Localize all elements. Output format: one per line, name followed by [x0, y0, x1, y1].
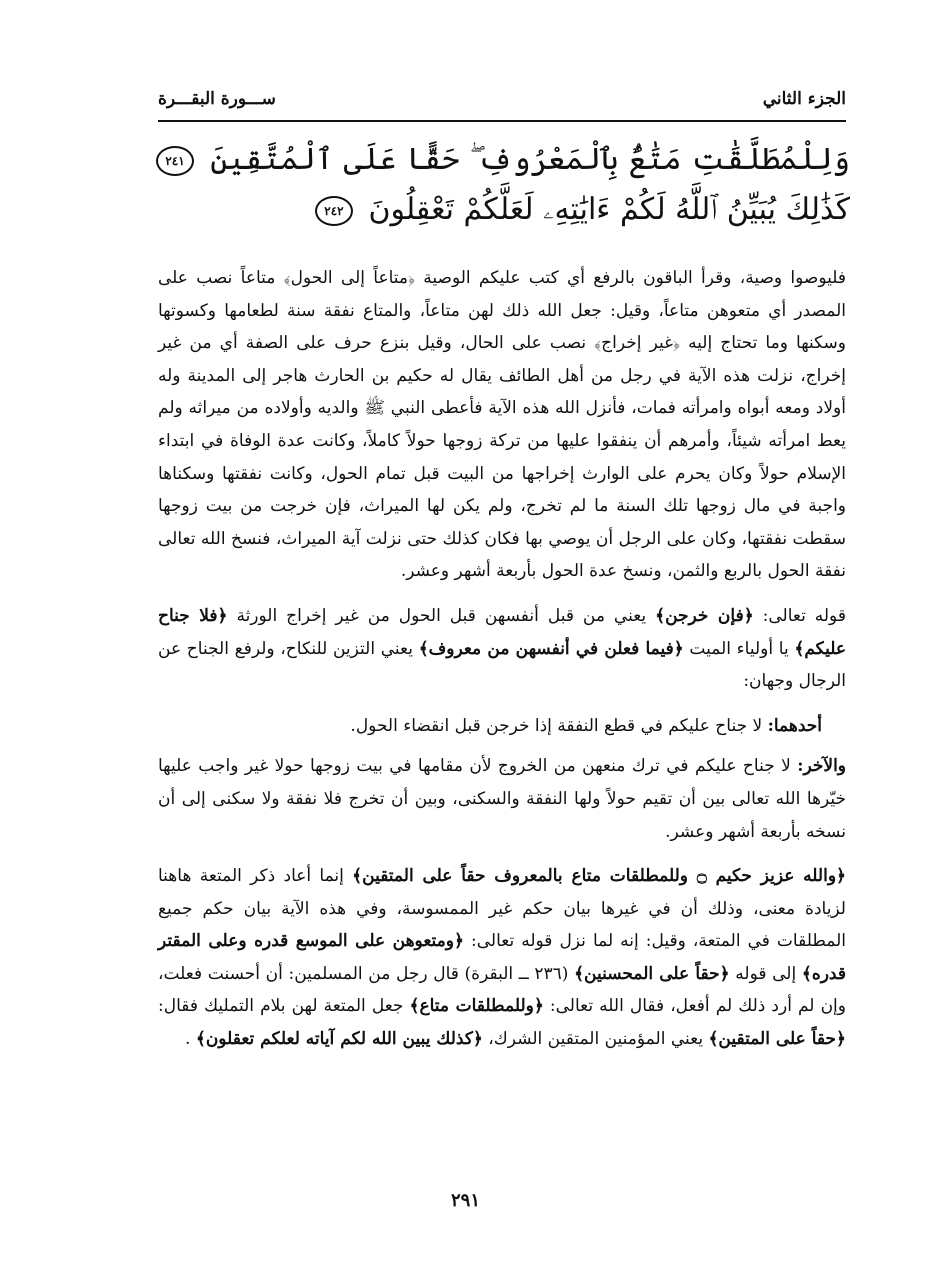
p2-quote-c: ﴿فيما فعلن في أنفسهن من معروف﴾ — [418, 638, 684, 659]
paragraph-4 — [158, 750, 846, 848]
verse-text-2: كَذَٰلِكَ يُبَيِّنُ ٱللَّهُ لَكُمْ ءَايَٰتِهِۦ لَعَلَّكُمْ تَعْقِلُونَ — [368, 192, 850, 227]
p5-quote-b: ﴿ومتعوهن على الموسع قدره وعلى المقتر قدره﴾ — [158, 931, 846, 984]
p2-text-b: يعني من قبل أنفسهن قبل الحول من غير إخراج الورثة — [227, 605, 656, 626]
ayah-marker-242: ٢٤٢ — [315, 196, 353, 226]
paragraph-2 — [158, 600, 846, 698]
header-rule — [158, 120, 846, 122]
part-label: الجزء الثاني — [762, 89, 846, 109]
p2-text-a: قوله تعالى: — [753, 605, 846, 626]
ayah-marker-241: ٢٤١ — [156, 146, 194, 176]
page-header — [158, 86, 846, 112]
p5-quote-c: ﴿حقاً على المحسنين﴾ — [574, 963, 730, 984]
p4-lead: والآخر: — [797, 756, 846, 777]
surah-label: ســـورة البقـــرة — [158, 89, 276, 109]
p2-quote-a: ﴿فإن خرجن﴾ — [655, 605, 754, 626]
p5-quote-e: ﴿حقاً على المتقين﴾ — [708, 1029, 846, 1050]
commentary-body — [158, 262, 846, 1068]
verse-text-1: وَلِلْمُطَلَّقَٰتِ مَتَٰعٌۢ بِٱلْمَعْرُوفِ ۖ حَقًّا عَلَى ٱلْمُتَّقِينَ — [210, 142, 850, 177]
p2-text-d: يعني التزين للنكاح، ولرفع الجناح عن الرجال وجهان: — [158, 638, 846, 692]
paragraph-5 — [158, 860, 846, 1056]
paragraph-1: فليوصوا وصية، وقرأ الباقون بالرفع أي كتب عليكم الوصية ﴿متاعاً إلى الحول﴾ متاعاً نصب على المصدر أي متعوهن متاعاً، وقيل: جعل الله ذلك لهن متاعاً، والمتاع نفقة سنة لطعامها وكسوتها وسكنها وما تحتاج إليه ﴿غير إخراج﴾ نصب على الحال، وقيل بنزع حرف على الصفة أي من غير إخراج، نزلت هذه الآية في رجل من أهل الطائف يقال له حكيم بن الحارث هاجر إلى المدينة وله أولاد ومعه أبواه وامرأته فمات، فأنزل الله هذه الآية فأعطى النبي ﷺ والديه وأولاده من ميراثه ولم يعط امرأته شيئاً، وأمرهم أن ينفقوا عليها من تركة زوجها حولاً كاملاً، وكانت عدة الوفاة في ابتداء الإسلام حولاً وكان يحرم على الوارث إخراجها من البيت قبل تمام الحول، وكانت نفقتها وسكناها واجبة في مال زوجها تلك السنة ما لم تخرج، ولم يكن لها الميراث، فإن خرجت من بيت زوجها سقطت نفقتها، وكان على الرجل أن يوصي بها فكان كذلك حتى نزلت آية الميراث، فنسخ الله تعالى نفقة الحول بالربع والثمن، ونسخ عدة الحول بأربعة أشهر وعشر. — [158, 268, 846, 582]
p5-text-d: جعل المتعة لهن بلام التمليك فقال: — [158, 996, 410, 1017]
p3-lead: أحدهما: — [767, 715, 822, 736]
p2-quote-b: ﴿فلا جناح عليكم﴾ — [158, 605, 846, 659]
p5-text-c: (٢٣٦ ــ البقرة) قال رجل من المسلمين: أن أحسنت فعلت، وإن لم أرد ذلك لم أفعل، فقال الله تعالى: — [158, 963, 846, 1017]
page-number: ٢٩١ — [450, 1190, 480, 1211]
p5-text-a: إنما أعاد ذكر المتعة هاهنا لزيادة معنى، وذلك أن في غيرها بيان حكم غير الممسوسة، وفي هذه الآية بيان حكم جميع المطلقات في المتعة، وقيل: إنه لما نزل قوله تعالى: — [158, 866, 846, 952]
p2-text-c: يا أولياء الميت — [683, 638, 795, 659]
p5-text-b: إلى قوله — [729, 963, 802, 984]
p5-quote-a: ﴿والله عزيز حكيم ۝ وللمطلقات متاع بالمعروف حقاً على المتقين﴾ — [352, 866, 847, 887]
p5-quote-d: ﴿وللمطلقات متاع﴾ — [409, 996, 544, 1017]
p5-quote-f: ﴿كذلك يبين الله لكم آياته لعلكم تعقلون﴾ — [195, 1029, 483, 1050]
p5-text-e: يعني المؤمنين المتقين الشرك، — [482, 1029, 709, 1050]
p4-text: لا جناح عليكم في ترك منعهن من الخروج لأن مقامها في بيت زوجها حولا غير واجب عليها خيّرها الله تعالى بين أن تقيم حولاً ولها النفقة والسكنى، وبين أن تخرج فلا نفقة ولا سكنى إلى أن نسخه بأربعة أشهر وعشر. — [158, 756, 846, 842]
quran-verse — [150, 135, 850, 235]
p3-text: لا جناح عليكم في قطع النفقة إذا خرجن قبل انقضاء الحول. — [350, 715, 768, 736]
paragraph-3 — [158, 710, 846, 743]
p5-text-f: . — [185, 1029, 196, 1050]
